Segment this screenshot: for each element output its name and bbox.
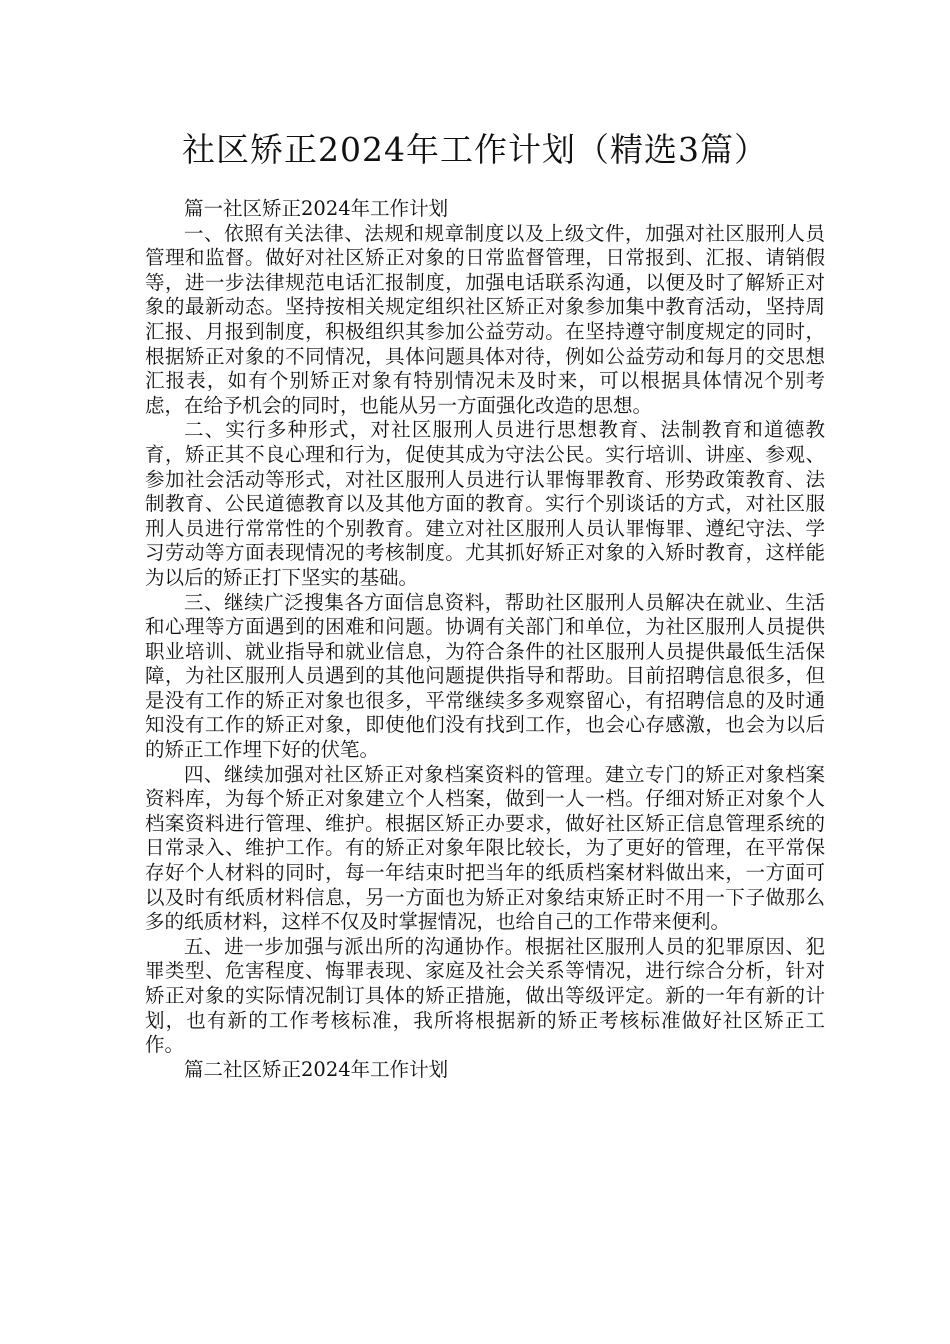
paragraph-4: 四、继续加强对社区矫正对象档案资料的管理。建立专门的矫正对象档案资料库，为每个矫正对象建立个人档案，做到一人一档。仔细对矫正对象个人档案资料进行管理、维护。根据区矫正办要求，做好社区矫正信息管理系统的日常录入、维护工作。有的矫正对象年限比较长，为了更好的管理，在平常保存好个人材料的同时，每一年结束时把当年的纸质档案材料做出来，一方面可以及时有纸质材料信息，另一方面也为矫正对象结束矫正时不用一下子做那么多的纸质材料，这样不仅及时掌握情况，也给自己的工作带来便利。 (145, 762, 825, 934)
section-heading-1: 篇一社区矫正2024年工作计划 (184, 197, 449, 220)
paragraph-2: 二、实行多种形式，对社区服刑人员进行思想教育、法制教育和道德教育，矫正其不良心理和行为，促使其成为守法公民。实行培训、讲座、参观、参加社会活动等形式，对社区服刑人员进行认罪悔罪教育、形势政策教育、法制教育、公民道德教育以及其他方面的教育。实行个别谈话的方式，对社区服刑人员进行常常性的个别教育。建立对社区服刑人员认罪悔罪、遵纪守法、学习劳动等方面表现情况的考核制度。尤其抓好矫正对象的入矫时教育，这样能为以后的矫正打下坚实的基础。 (145, 418, 825, 589)
section-heading-2: 篇二社区矫正2024年工作计划 (184, 1057, 449, 1081)
paragraph-5: 五、进一步加强与派出所的沟通协作。根据社区服刑人员的犯罪原因、犯罪类型、危害程度、悔罪表现、家庭及社会关系等情况，进行综合分析，针对矫正对象的实际情况制订具体的矫正措施，做出等级评定。新的一年有新的计划，也有新的工作考核标准，我所将根据新的矫正考核标准做好社区矫正工作。 (145, 934, 825, 1057)
paragraph-1: 一、依照有关法律、法规和规章制度以及上级文件，加强对社区服刑人员管理和监督。做好对社区矫正对象的日常监督管理，日常报到、汇报、请销假等，进一步法律规范电话汇报制度，加强电话联系沟通，以便及时了解矫正对象的最新动态。坚持按相关规定组织社区矫正对象参加集中教育活动，坚持周汇报、月报到制度，积极组织其参加公益劳动。在坚持遵守制度规定的同时，根据矫正对象的不同情况，具体问题具体对待，例如公益劳动和每月的交思想汇报表，如有个别矫正对象有特别情况未及时来，可以根据具体情况个别考虑，在给予机会的同时，也能从另一方面强化改造的思想。 (145, 221, 825, 417)
document-body (145, 197, 825, 1082)
paragraph-3: 三、继续广泛搜集各方面信息资料，帮助社区服刑人员解决在就业、生活和心理等方面遇到的困难和问题。协调有关部门和单位，为社区服刑人员提供职业培训、就业指导和就业信息，为符合条件的社区服刑人员提供最低生活保障，为社区服刑人员遇到的其他问题提供指导和帮助。目前招聘信息很多，但是没有工作的矫正对象也很多，平常继续多多观察留心，有招聘信息的及时通知没有工作的矫正对象，即使他们没有找到工作，也会心存感激，也会为以后的矫正工作埋下好的伏笔。 (145, 590, 825, 762)
document-title: 社区矫正2024年工作计划（精选3篇） (182, 130, 768, 169)
